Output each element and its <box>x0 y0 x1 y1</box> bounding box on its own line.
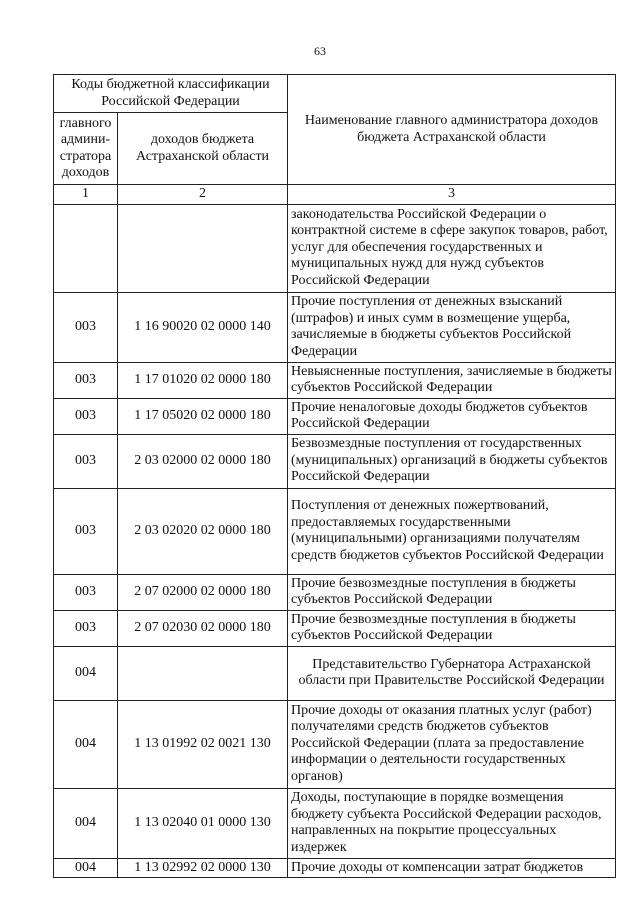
income-code-cell: 1 17 01020 02 0000 180 <box>118 362 288 398</box>
admin-code-cell: 003 <box>54 488 118 574</box>
income-name-cell: Безвозмездные поступления от государственных (муниципальных) организаций в бюджеты субъектов Российской Федерации <box>288 434 616 488</box>
income-code-cell: 2 03 02020 02 0000 180 <box>118 488 288 574</box>
income-code-cell: 1 17 05020 02 0000 180 <box>118 398 288 434</box>
admin-code-cell: 004 <box>54 858 118 878</box>
table-row <box>54 858 616 878</box>
income-code-cell: 1 13 02040 01 0000 130 <box>118 788 288 858</box>
income-name-cell: Прочие безвозмездные поступления в бюджеты субъектов Российской Федерации <box>288 574 616 610</box>
table-row <box>54 488 616 574</box>
admin-code-cell: 004 <box>54 700 118 788</box>
admin-code-cell: 004 <box>54 646 118 700</box>
table-row <box>54 204 616 292</box>
header-admin-column: главного админи-стратора доходов <box>54 113 118 185</box>
admin-code-cell: 003 <box>54 434 118 488</box>
income-code-cell: 1 16 90020 02 0000 140 <box>118 292 288 362</box>
income-code-cell: 2 03 02000 02 0000 180 <box>118 434 288 488</box>
income-code-cell: 2 07 02030 02 0000 180 <box>118 610 288 646</box>
income-name-cell: Прочие доходы от компенсации затрат бюджетов <box>288 858 616 878</box>
table-row <box>54 700 616 788</box>
income-name-cell: Поступления от денежных пожертвований, предоставляемых государственными (муниципальными) организациями получателям средств бюджетов субъектов Российской Федерации <box>288 488 616 574</box>
header-income-column: доходов бюджета Астраханской области <box>118 113 288 185</box>
table-row <box>54 434 616 488</box>
income-name-cell: Невыясненные поступления, зачисляемые в бюджеты субъектов Российской Федерации <box>288 362 616 398</box>
column-number-3: 3 <box>288 185 616 205</box>
table-row <box>54 788 616 858</box>
admin-code-cell: 003 <box>54 292 118 362</box>
admin-code-cell: 003 <box>54 362 118 398</box>
income-name-cell: Прочие неналоговые доходы бюджетов субъектов Российской Федерации <box>288 398 616 434</box>
income-code-cell: 1 13 02992 02 0000 130 <box>118 858 288 878</box>
admin-code-cell: 003 <box>54 398 118 434</box>
table-row <box>54 292 616 362</box>
admin-code-cell: 003 <box>54 610 118 646</box>
income-code-cell <box>118 646 288 700</box>
budget-classification-table <box>53 74 616 878</box>
income-name-cell: Прочие поступления от денежных взысканий (штрафов) и иных сумм в возмещение ущерба, зачисляемые в бюджеты субъектов Российской Федерации <box>288 292 616 362</box>
income-code-cell: 2 07 02000 02 0000 180 <box>118 574 288 610</box>
header-name-column: Наименование главного администратора доходов бюджета Астраханской области <box>288 75 616 185</box>
administrator-title-cell: Представительство Губернатора Астраханской области при Правительстве Российской Федерации <box>288 646 616 700</box>
table-row <box>54 610 616 646</box>
income-name-cell: законодательства Российской Федерации о контрактной системе в сфере закупок товаров, работ, услуг для обеспечения государственных и муниципальных нужд для нужд субъектов Российской Федерации <box>288 204 616 292</box>
income-code-cell: 1 13 01992 02 0021 130 <box>118 700 288 788</box>
income-name-cell: Прочие доходы от оказания платных услуг (работ) получателями средств бюджетов субъектов Российской Федерации (плата за предоставление информации о деятельности государственных органов) <box>288 700 616 788</box>
income-code-cell <box>118 204 288 292</box>
header-codes-group: Коды бюджетной классификации Российской Федерации <box>54 75 288 113</box>
admin-code-cell <box>54 204 118 292</box>
page-number: 63 <box>314 44 326 58</box>
income-name-cell: Доходы, поступающие в порядке возмещения бюджету субъекта Российской Федерации расходов, направленных на покрытие процессуальных издержек <box>288 788 616 858</box>
table-row <box>54 646 616 700</box>
admin-code-cell: 004 <box>54 788 118 858</box>
income-name-cell: Прочие безвозмездные поступления в бюджеты субъектов Российской Федерации <box>288 610 616 646</box>
table-row <box>54 574 616 610</box>
admin-code-cell: 003 <box>54 574 118 610</box>
table-row <box>54 398 616 434</box>
table-row <box>54 362 616 398</box>
column-number-2: 2 <box>118 185 288 205</box>
column-number-1: 1 <box>54 185 118 205</box>
